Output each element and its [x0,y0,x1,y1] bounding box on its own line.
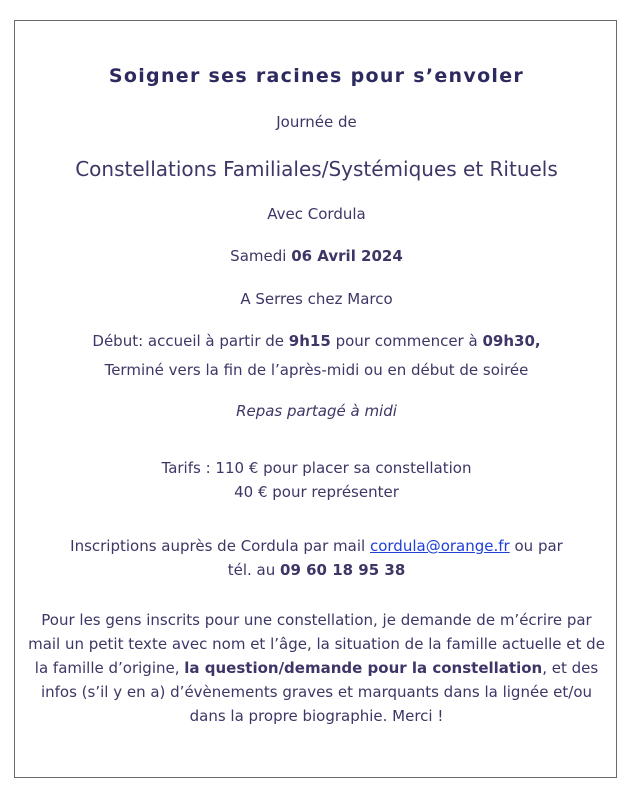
tarifs-line-1 [0,458,633,478]
start-time: 09h30, [482,332,541,350]
event-location: A Serres chez Marco [240,290,393,308]
request-bold: la question/demande pour la constellation [184,659,543,677]
tarifs-value-1: 110 € pour placer sa constellation [215,459,472,477]
request-text-1: Pour les gens inscrits pour une constellation, je demande de m’écrire par mail un petit texte avec nom et l’âge, la situation de la famille actuelle et de la famille d’origine, [28,611,605,677]
phone-number: 09 60 18 95 38 [280,561,406,579]
request-text-2: , et des infos (s’il y en a) d’évènements graves et marquants dans la lignée et/ou dans la propre biographie. Merci ! [40,659,599,725]
tarifs-label: Tarifs : [161,459,211,477]
meal-info: Repas partagé à midi [236,402,397,420]
start-prefix: Début: accueil à partir de [92,332,284,350]
tarifs-line-2: 40 € pour représenter [234,483,399,501]
phone-line [0,560,633,580]
inscriptions-line [0,536,633,556]
start-info [0,331,633,351]
intro-text: Journée de [276,113,357,131]
date-day: Samedi [230,247,287,265]
tel-prefix: tél. au [227,561,276,579]
event-subtitle: Constellations Familiales/Systémiques et Rituels [75,157,558,181]
email-link[interactable]: cordula@orange.fr [369,537,510,555]
end-info: Terminé vers la fin de l’après-midi ou en début de soirée [104,361,529,379]
start-middle: pour commencer à [335,332,478,350]
inscriptions-suffix: ou par [514,537,563,555]
inscriptions-prefix: Inscriptions auprès de Cordula par mail [70,537,366,555]
date-value: 06 Avril 2024 [291,247,403,265]
facilitator: Avec Cordula [267,205,366,223]
arrival-time: 9h15 [288,332,331,350]
event-date [0,246,633,266]
request-paragraph [28,608,605,728]
page-title: Soigner ses racines pour s’envoler [108,65,525,87]
